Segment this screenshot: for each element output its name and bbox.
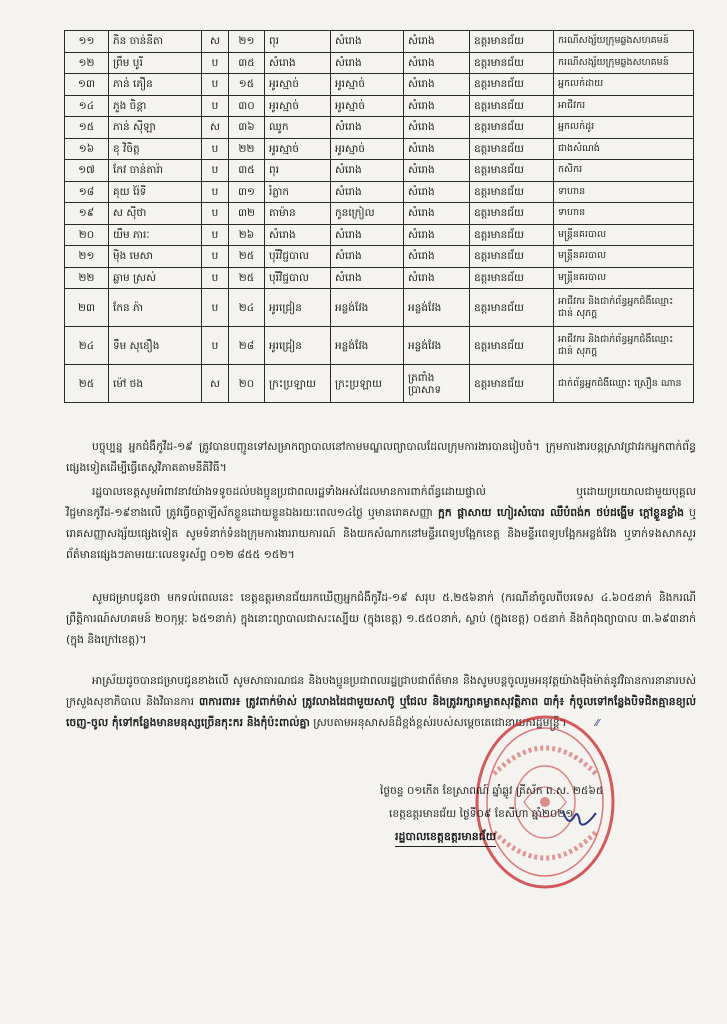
cell-age: ២៤ [229,289,265,327]
cell-age: ១៥ [229,74,265,96]
cell-no: ២៤ [65,327,109,365]
cell-no: ២៣ [65,289,109,327]
cell-no: ១៥ [65,117,109,139]
table-row [65,52,694,74]
cell-sex: ប [202,138,229,160]
cell-no: ២១ [65,246,109,268]
cell-village: រំភ្លាក [265,181,331,203]
paragraph-measures [66,670,696,734]
cell-occupation: មន្ត្រីនគរបាល [554,267,694,289]
table-row [65,181,694,203]
cell-commune: អូរស្មាច់ [331,138,404,160]
cell-sex: ប [202,160,229,182]
measures-text-start: អាស្រ័យដូចបានជម្រាបជូនខាងលើ សូមសាធារណជន និងបងប្អូនប្រជាពលរដ្ឋជ្រាបជាព័ត៌មាន និងសូមបន្តចូលរួមអនុវត្តយ៉ាងម៉ឺងម៉ាត់នូវវិធានការនានារបស់ក្រសួងសុខាភិបាល និងវិធានការ [66,674,696,708]
cell-sex: ប [202,181,229,203]
cell-village: អូរស្មាច់ [265,138,331,160]
cell-age: ២៥ [229,267,265,289]
cell-name: ស ស៊ីថា [109,203,202,225]
table-row [65,138,694,160]
cell-occupation: អាជីវករ និងជាក់ព័ន្ធអ្នកជំងឺឈ្មោះ ជាន់ សុភក្ដ្ដ [554,289,694,327]
cell-province: ឧត្តរមានជ័យ [470,289,554,327]
cell-province: ឧត្តរមានជ័យ [470,181,554,203]
cell-name: ម៉ិង មេសា [109,246,202,268]
cell-sex: ស [202,31,229,53]
cell-village: បុរីវិជ្ជបាល [265,267,331,289]
cell-village: អូរជ្រៀន [265,327,331,365]
cell-sex: ប [202,203,229,225]
cell-age: ៣៥ [229,160,265,182]
cell-no: ២០ [65,224,109,246]
cell-occupation: មន្ត្រីនគរបាល [554,246,694,268]
cell-age: ៣២ [229,203,265,225]
cell-district: អន្លង់វែង [404,289,470,327]
cell-name: គុយ រ៉ៃទី [109,181,202,203]
cell-district: សំរោង [404,224,470,246]
official-seal-icon [474,714,616,890]
cell-commune: សំរោង [331,117,404,139]
cell-no: ១៣ [65,74,109,96]
cell-occupation: អ្នកលក់ដូរ [554,117,694,139]
solar-date: ខេត្តឧត្តរមានជ័យ ថ្ងៃទី០៩ ខែសីហា ឆ្នាំ២០២១ [389,808,574,820]
cell-commune: អន្លង់វែង [331,327,404,365]
cell-no: ១៩ [65,203,109,225]
cell-province: ឧត្តរមានជ័យ [470,138,554,160]
table-row [65,289,694,327]
cell-age: ២១ [229,31,265,53]
cell-district: សំរោង [404,138,470,160]
pen-mark-icon: ⁄⁄ [595,718,600,729]
three-dos-three-donts: ៣ការពារ៖ ត្រូវពាក់ម៉ាស់ ត្រូវលាងដៃជាមួយសាប៊ូ ឬជែល និងត្រូវរក្សាគម្លាតសុវត្ថិភាព ៣កុំ៖ កុំចូលទៅកន្លែងបិទជិតគ្មានខ្យល់ចេញ-ចូល កុំទៅកន្លែងមានមនុស្សច្រើនកុះករ និងកុំប៉ះពាល់គ្នា [66,695,696,729]
cell-name: យឹម ភារៈ [109,224,202,246]
cell-district: សំរោង [404,246,470,268]
cell-province: ឧត្តរមានជ័យ [470,74,554,96]
cell-commune: សំរោង [331,181,404,203]
cell-district: សំរោង [404,181,470,203]
cell-village: សំរោង [265,52,331,74]
cell-sex: ប [202,95,229,117]
cell-village: តាម៉ាន [265,203,331,225]
cell-name: ឆ្លាម ស្រស់ [109,267,202,289]
cell-sex: ប [202,52,229,74]
table-row [65,74,694,96]
cell-district: សំរោង [404,267,470,289]
cell-age: ២៥ [229,246,265,268]
cell-province: ឧត្តរមានជ័យ [470,117,554,139]
symptoms-list: ក្អក ផ្តាសាយ ហៀរសំបោរ ឈឺបំពង់ក ថប់ដង្ហើម ក្តៅខ្លួនខ្លាំង [438,506,684,519]
cell-sex: ប [202,224,229,246]
cell-province: ឧត្តរមានជ័យ [470,224,554,246]
cell-age: ២០ [229,365,265,403]
cell-occupation: ករណីសង្ស័យក្រុមឆ្លងសហគមន៍ [554,31,694,53]
cell-no: ១២ [65,52,109,74]
cell-age: ២៨ [229,327,265,365]
paragraph-treatment-text: បច្ចុប្បន្ន អ្នកជំងឺកូវីដ-១៩ ត្រូវបានបញ្ជូនទៅសម្រាកព្យាបាលនៅកាមមណ្ឌលព្យាបាលដែលក្រុមការងារបានរៀបចំ។ ក្រុមការងារបន្តស្រាវជ្រាវរកអ្នកពាក់ព័ន្ធផ្សេងទៀតដើម្បីធ្វើតេស្តវិភាគតាមនីតិវិធី។ [66,440,696,474]
cell-province: ឧត្តរមានជ័យ [470,203,554,225]
cell-name: ភួង ចិន្តា [109,95,202,117]
cell-occupation: កសិករ [554,160,694,182]
appeal-text-end: ឬរោគសញ្ញាសង្ស័យផ្សេងទៀត សូមទំនាក់ទំនងក្រុមការងាររាយការណ៍ និងយកសំណាកនៅមន្ទីរពេទ្យបង្អែកខេត្ត និងមន្ទីរពេទ្យបង្អែកអន្លង់វែង ឬទាក់ទងសាកសួរព័ត៌មានផ្សេងៗតាមរយៈលេខទូរស័ព្ទ ០១២ ៨៥៥ ១៥២។ [66,506,696,561]
handwritten-initial-icon [560,805,600,831]
cell-commune: សំរោង [331,52,404,74]
cell-commune: សំរោង [331,31,404,53]
table-row [65,365,694,403]
cell-village: ពុរ [265,31,331,53]
cell-district: សំរោង [404,160,470,182]
cell-age: ៣៦ [229,117,265,139]
cell-sex: ស [202,365,229,403]
cell-province: ឧត្តរមានជ័យ [470,327,554,365]
cell-age: ៣៥ [229,52,265,74]
cell-sex: ប [202,267,229,289]
cell-occupation: អាជីវករ [554,95,694,117]
cell-district: សំរោង [404,52,470,74]
paragraph-treatment-status [66,436,696,478]
cell-sex: ប [202,327,229,365]
cell-village: អូរស្មាច់ [265,74,331,96]
cell-name: ភាន់ ភឿន [109,74,202,96]
cell-occupation: អ្នកលក់ដាយ [554,74,694,96]
cell-province: ឧត្តរមានជ័យ [470,160,554,182]
cell-village: សំរោង [265,224,331,246]
lunar-date: ថ្ងៃចន្ទ ០១កើត ខែស្រាពណ៍ ឆ្នាំឆ្លូវ ត្រីស័ក ព.ស. ២៥៦៥ [380,785,604,797]
cell-sex: ប [202,246,229,268]
cell-district: សំរោង [404,31,470,53]
cell-occupation: ទាហាន [554,181,694,203]
cell-no: ១១ [65,31,109,53]
cell-commune: សំរោង [331,267,404,289]
cell-province: ឧត្តរមានជ័យ [470,365,554,403]
cell-sex: ប [202,74,229,96]
cell-occupation: អាជីវករ និងជាក់ព័ន្ធអ្នកជំងឺឈ្មោះ ជាន់ សុភក្ដ្ដ [554,327,694,365]
cell-village: អូរជ្រៀន [265,289,331,327]
cell-province: ឧត្តរមានជ័យ [470,95,554,117]
cell-village: ពុរ [265,160,331,182]
cell-province: ឧត្តរមានជ័យ [470,267,554,289]
cell-village: ក្រះប្រឡាយ [265,365,331,403]
cell-age: ២៦ [229,224,265,246]
cell-commune: អូរស្មាច់ [331,74,404,96]
cell-sex: ស [202,117,229,139]
table-row [65,246,694,268]
issuing-authority-title: រដ្ឋបាលខេត្តឧត្តរមានជ័យ [395,830,496,847]
cell-name: ភិន ចាន់នីតា [109,31,202,53]
cell-name: កែវ ចាន់តារ៉ា [109,160,202,182]
table-row [65,95,694,117]
cell-no: ២២ [65,267,109,289]
cell-district: ត្រពាំងប្រាសាទ [404,365,470,403]
cell-district: សំរោង [404,117,470,139]
table-row [65,327,694,365]
cases-table-body [65,31,694,403]
cell-occupation: ទាហាន [554,203,694,225]
case-totals-text: សូមជម្រាបជូនថា មកទល់ពេលនេះ ខេត្តឧត្តរមានជ័យរកឃើញអ្នកជំងឺកូវីដ-១៩ សរុប ៥.២៥៦នាក់ (ករណីនាំចូលពីបរទេស ៤.៦០៥នាក់ និងករណីព្រឹត្តិការណ៍សហគមន៍ ២០កុម្ភៈ ៦៥១នាក់) ក្នុងនោះព្យាបាលជាសះស្បើយ (ក្នុងខេត្ត) ១.៥៥០នាក់, ស្លាប់ (ក្នុងខេត្ត) ០៥នាក់ និងកំពុងព្យាបាល ៣.៦៩៣នាក់ (ក្នុង និងក្រៅខេត្ត)។ [66,591,696,646]
cell-district: សំរោង [404,74,470,96]
cell-sex: ប [202,289,229,327]
cell-occupation: ជាងសំណង់ [554,138,694,160]
cell-province: ឧត្តរមានជ័យ [470,246,554,268]
cell-occupation: ជាក់ព័ន្ធអ្នកជំងឺឈ្មោះ ស្រឿន ណាន [554,365,694,403]
appeal-text-start: រដ្ឋបាលខេត្តសូមអំពាវនាវយ៉ាងទទូចដល់បងប្អូនប្រជាពលរដ្ឋទាំងអស់ដែលមានការពាក់ព័ន្ធដោយផ្ទាល់ ឬដោយប្រយោលជាមួយបុគ្គលវិជ្ជមានកូវីដ-១៩ខាងលើ ត្រូវធ្វើចត្តាឡីស័កខ្លួនដោយខ្លួនឯងរយៈពេល១៤ថ្ងៃ ឬមានរោគសញ្ញា [66,485,696,519]
table-row [65,160,694,182]
cell-age: ៣១ [229,181,265,203]
cell-name: កែន ភ៉ា [109,289,202,327]
table-row [65,224,694,246]
cell-commune: សំរោង [331,224,404,246]
cell-province: ឧត្តរមានជ័យ [470,52,554,74]
cell-no: ២៥ [65,365,109,403]
cell-age: ៣០ [229,95,265,117]
cell-commune: អូរស្មាច់ [331,95,404,117]
cases-table [64,30,694,403]
table-row [65,267,694,289]
paragraph-case-totals [66,587,696,650]
cell-commune: ក្រះប្រឡាយ [331,365,404,403]
cell-village: ឈូក [265,117,331,139]
cell-no: ១៦ [65,138,109,160]
cell-district: សំរោង [404,203,470,225]
cell-name: ព្រឹម បូរី [109,52,202,74]
cell-name: ខុ វិចិត្ត [109,138,202,160]
cell-commune: សំរោង [331,160,404,182]
cell-no: ១៨ [65,181,109,203]
cell-occupation: មន្ត្រីនគរបាល [554,224,694,246]
cell-commune: អន្លង់វែង [331,289,404,327]
cell-commune: កូនក្រៀល [331,203,404,225]
cell-district: អន្លង់វែង [404,327,470,365]
cell-no: ១៤ [65,95,109,117]
cell-village: បុរីវិជ្ជបាល [265,246,331,268]
cell-district: សំរោង [404,95,470,117]
paragraph-appeal [66,481,696,565]
cell-name: ម៉ៅ ថង [109,365,202,403]
table-row [65,117,694,139]
table-row [65,31,694,53]
cell-age: ២២ [229,138,265,160]
cell-village: អូរស្មាច់ [265,95,331,117]
cell-name: ទឹម សុខឿង [109,327,202,365]
table-row [65,203,694,225]
cell-name: ភាន់ ស៊ីឡា [109,117,202,139]
cell-province: ឧត្តរមានជ័យ [470,31,554,53]
cell-commune: សំរោង [331,246,404,268]
measures-text-end: ស្របតាមអនុសាសន៍ដ៏ខ្ពង់ខ្ពស់របស់សម្តេចតេជោនាយករដ្ឋមន្ត្រី។ [309,716,567,729]
cell-occupation: ករណីសង្ស័យក្រុមឆ្លងសហគមន៍ [554,52,694,74]
cell-no: ១៧ [65,160,109,182]
